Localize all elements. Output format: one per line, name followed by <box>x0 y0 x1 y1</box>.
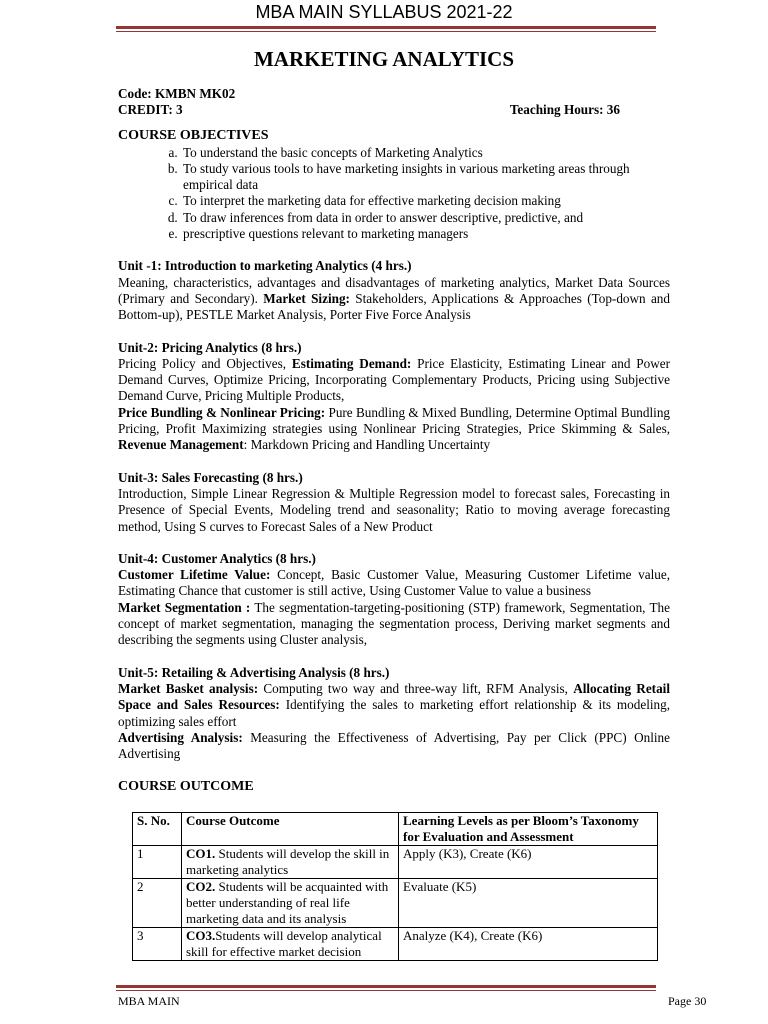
table-header-row <box>133 813 658 846</box>
cell-level: Evaluate (K5) <box>399 879 658 928</box>
unit-2-term: Price Bundling & Nonlinear Pricing: <box>118 404 326 420</box>
col-header-levels: Learning Levels as per Bloom’s Taxonomy for Evaluation and Assessment <box>399 813 658 846</box>
unit-5-text: Measuring the Effectiveness of Advertising, Pay per Click (PPC) Online Advertising <box>118 729 670 762</box>
cell-sno: 3 <box>133 928 182 961</box>
cell-outcome <box>182 928 399 961</box>
objectives-list <box>118 145 670 243</box>
co-label: CO3. <box>186 928 216 943</box>
course-code: Code: KMBN MK02 <box>118 86 236 101</box>
cell-sno: 2 <box>133 879 182 928</box>
cell-sno: 1 <box>133 846 182 879</box>
unit-1-text: Meaning, characteristics, advantages and disadvantages of marketing analytics, Market Data Sources (Primary and Secondary). <box>118 274 670 306</box>
unit-1-text: Stakeholders, Applications & Approaches (Top-down and Bottom-up), PESTLE Market Analysis, Porter Five Force Analysis <box>118 290 670 323</box>
unit-2-text: Pricing Policy and Objectives, <box>118 355 292 371</box>
unit-4-text: Concept, Basic Customer Value, Measuring Customer Lifetime value, Estimating Chance that customer is still active, Using Customer Value to value a business <box>118 567 671 599</box>
objective-item: e. prescriptive questions relevant to marketing managers <box>181 226 670 242</box>
unit-4-body <box>118 567 670 600</box>
objective-item: c. To interpret the marketing data for effective marketing decision making <box>181 193 670 209</box>
unit-2-text: Pure Bundling & Mixed Bundling, Determine Optimal Bundling Pricing, Profit Maximizing strategies using Nonlinear Pricing Strategies, Price Skimming & Sales, <box>118 404 671 437</box>
footer-rule-thick <box>116 985 656 988</box>
unit-3-title: Unit-3: Sales Forecasting (8 hrs.) <box>118 469 303 485</box>
unit-2-body <box>118 356 670 405</box>
unit-4-body-2 <box>118 600 670 649</box>
unit-2-text: Price Elasticity, Estimating Linear and Power Demand Curves, Optimize Pricing, Incorporating Complementary Products, Pricing using Subjective Demand Curve, Pricing Multiple Products, <box>118 355 670 404</box>
objectives-heading: COURSE OBJECTIVES <box>118 127 269 143</box>
page-number: Page 30 <box>668 994 707 1008</box>
cell-level: Apply (K3), Create (K6) <box>399 846 658 879</box>
unit-4-title: Unit-4: Customer Analytics (8 hrs.) <box>118 550 316 566</box>
unit-5-term: Market Basket analysis: <box>118 680 259 696</box>
co-text: Students will develop the skill in marketing analytics <box>186 846 390 877</box>
cell-level: Analyze (K4), Create (K6) <box>399 928 658 961</box>
header-rule-thin <box>116 31 656 32</box>
col-header-outcome: Course Outcome <box>182 813 399 846</box>
table-row <box>133 928 658 961</box>
cell-outcome <box>182 879 399 928</box>
co-text: Students will be acquainted with better understanding of real life marketing data and its analysis <box>186 879 389 926</box>
co-label: CO2. <box>186 879 216 894</box>
co-text: Students will develop analytical skill for effective market decision <box>186 928 382 959</box>
document-title: MARKETING ANALYTICS <box>253 47 515 71</box>
objective-item: a. To understand the basic concepts of Marketing Analytics <box>181 145 670 161</box>
header-rule-thick <box>116 26 656 29</box>
footer-rule-thin <box>116 990 656 991</box>
teaching-hours: Teaching Hours: 36 <box>509 102 620 118</box>
unit-2-body-2 <box>118 405 670 454</box>
objective-item: d. To draw inferences from data in order to answer descriptive, predictive, and <box>181 210 670 226</box>
unit-4-term: Market Segmentation : <box>118 599 251 615</box>
syllabus-body <box>118 86 670 796</box>
course-outcome-table <box>132 812 658 961</box>
credit-row <box>118 102 670 118</box>
unit-5-term: Allocating Retail Space and Sales Resources: <box>118 680 670 713</box>
unit-1-term: Market Sizing: <box>263 290 350 306</box>
unit-2-text: : Markdown Pricing and Handling Uncertainty <box>243 437 491 453</box>
unit-3-body: Introduction, Simple Linear Regression & Multiple Regression model to forecast sales, Forecasting in Presence of Special Events, Modeling trend and seasonality; Ratio to moving average forecasting method, Using S curves to Forecast Sales of a New Product <box>118 485 670 534</box>
unit-5-title: Unit-5: Retailing & Advertising Analysis (8 hrs.) <box>118 664 390 680</box>
unit-5-body-2 <box>118 730 670 763</box>
cell-outcome <box>182 846 399 879</box>
co-label: CO1. <box>186 846 216 861</box>
running-header: MBA MAIN SYLLABUS 2021-22 <box>255 2 513 22</box>
unit-1-body <box>118 275 670 324</box>
unit-2-term: Revenue Management <box>118 437 244 453</box>
outcome-heading: COURSE OUTCOME <box>118 779 254 795</box>
unit-5-text: Identifying the sales to marketing effort relationship & its modeling, optimizing sales effort <box>118 697 670 729</box>
unit-4-text: The segmentation-targeting-positioning (STP) framework, Segmentation, The concept of market segmentation, managing the segmentation process, Deriving market segments and describing the segments using Cluster analysis, <box>118 599 670 648</box>
unit-5-term: Advertising Analysis: <box>118 729 243 745</box>
col-header-sno: S. No. <box>133 813 182 846</box>
unit-1-title: Unit -1: Introduction to marketing Analytics (4 hrs.) <box>118 258 412 274</box>
credit: CREDIT: 3 <box>118 102 183 118</box>
unit-4-term: Customer Lifetime Value: <box>118 567 271 583</box>
unit-2-title: Unit-2: Pricing Analytics (8 hrs.) <box>118 339 302 355</box>
objective-item: b. To study various tools to have marketing insights in various marketing areas through empirical data <box>181 161 670 194</box>
unit-5-body <box>118 681 670 730</box>
footer-left: MBA MAIN <box>118 994 180 1008</box>
unit-5-text: Computing two way and three-way lift, RFM Analysis, <box>258 680 574 696</box>
table-row <box>133 846 658 879</box>
table-row <box>133 879 658 928</box>
unit-2-term: Estimating Demand: <box>291 355 412 371</box>
